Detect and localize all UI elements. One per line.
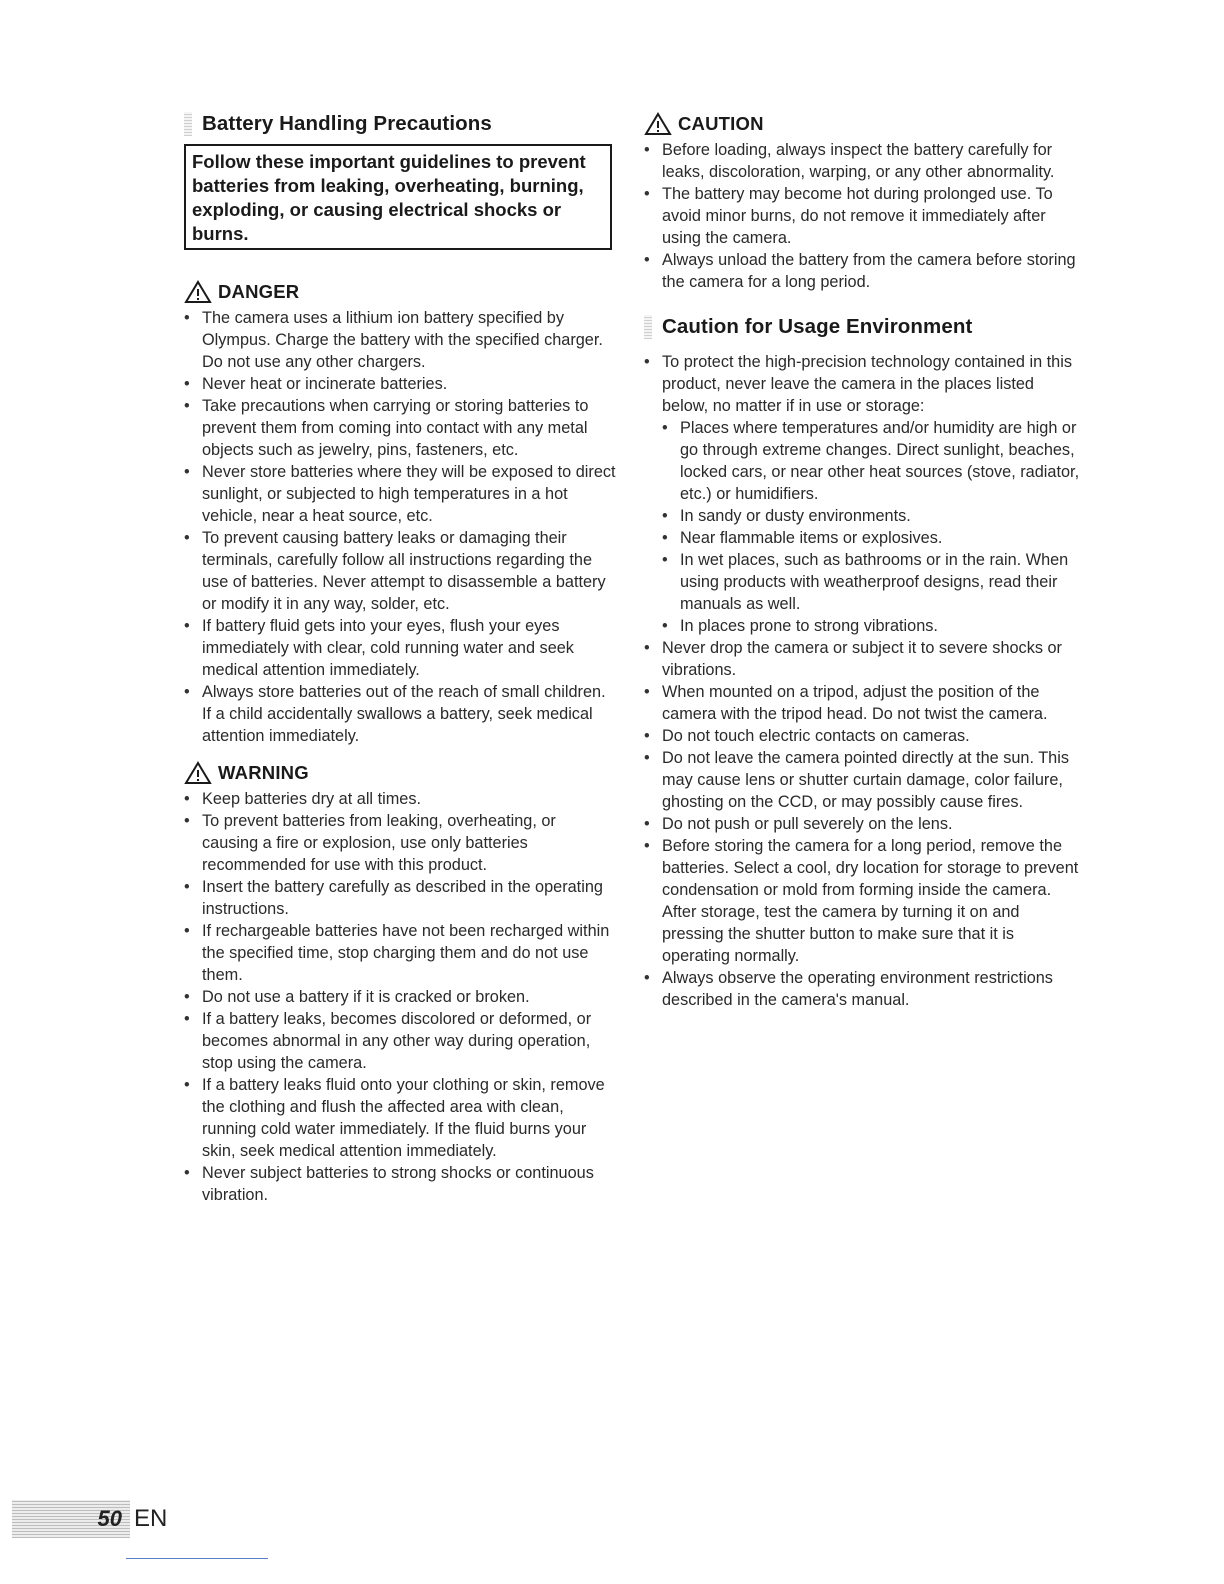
danger-list: [184, 307, 616, 747]
caution-heading-text: CAUTION: [678, 113, 764, 134]
usage-section-title: [644, 315, 1084, 339]
bottom-rule: [126, 1558, 268, 1559]
list-item: • Take precautions when carrying or storing batteries to prevent them from coming into contact with any metal objects such as jewelry, pins, fasteners, etc.: [184, 395, 616, 461]
list-item: • Always unload the battery from the camera before storing the camera for a long period.: [644, 249, 1084, 293]
list-item: • Insert the battery carefully as described in the operating instructions.: [184, 876, 616, 920]
list-item: • In sandy or dusty environments.: [662, 505, 1084, 527]
list-item: • Never heat or incinerate batteries.: [184, 373, 616, 395]
danger-heading-text: DANGER: [218, 281, 300, 302]
list-item: • Do not use a battery if it is cracked or broken.: [184, 986, 616, 1008]
warning-triangle-icon: [184, 761, 212, 785]
page-number: 50: [97, 1506, 122, 1531]
list-item: • To prevent causing battery leaks or damaging their terminals, carefully follow all instructions regarding the use of batteries. Never attempt to disassemble a battery or modify it in any way, solder, etc.: [184, 527, 616, 615]
list-item: • In wet places, such as bathrooms or in the rain. When using products with weatherproof designs, read their manuals as well.: [662, 549, 1084, 615]
list-item: • Always observe the operating environment restrictions described in the camera's manual.: [644, 967, 1084, 1011]
language-code: EN: [134, 1505, 168, 1532]
list-item: • If rechargeable batteries have not been recharged within the specified time, stop charging them and do not use them.: [184, 920, 616, 986]
list-item: • To prevent batteries from leaking, overheating, or causing a fire or explosion, use only batteries recommended for use with this product.: [184, 810, 616, 876]
list-item: • Do not touch electric contacts on cameras.: [644, 725, 1084, 747]
danger-heading: [184, 280, 616, 304]
list-item: • If a battery leaks, becomes discolored or deformed, or becomes abnormal in any other way during operation, stop using the camera.: [184, 1008, 616, 1074]
list-item: • The battery may become hot during prolonged use. To avoid minor burns, do not remove it immediately after using the camera.: [644, 183, 1084, 249]
list-item: • The camera uses a lithium ion battery specified by Olympus. Charge the battery with the specified charger. Do not use any other chargers.: [184, 307, 616, 373]
left-column: [184, 112, 616, 1206]
list-item: [644, 351, 1084, 637]
usage-section-title-text: Caution for Usage Environment: [662, 315, 973, 338]
list-item: • Always store batteries out of the reach of small children. If a child accidentally swallows a battery, seek medical attention immediately.: [184, 681, 616, 747]
list-item: • Do not push or pull severely on the lens.: [644, 813, 1084, 835]
guideline-box: Follow these important guidelines to prevent batteries from leaking, overheating, burning, exploding, or causing electrical shocks or burns.: [184, 144, 612, 250]
list-item: • If battery fluid gets into your eyes, flush your eyes immediately with clear, cold running water and seek medical attention immediately.: [184, 615, 616, 681]
list-item: • Keep batteries dry at all times.: [184, 788, 616, 810]
warning-triangle-icon: [644, 112, 672, 136]
list-item: • In places prone to strong vibrations.: [662, 615, 1084, 637]
list-item: • Near flammable items or explosives.: [662, 527, 1084, 549]
section-marker-icon: [644, 315, 652, 339]
list-item: • Never store batteries where they will be exposed to direct sunlight, or subjected to high temperatures in a hot vehicle, near a heat source, etc.: [184, 461, 616, 527]
list-item: • If a battery leaks fluid onto your clothing or skin, remove the clothing and flush the affected area with clean, running cold water immediately. If the fluid burns your skin, seek medical attention immediately.: [184, 1074, 616, 1162]
warning-heading-text: WARNING: [218, 762, 309, 783]
list-item: • Never subject batteries to strong shocks or continuous vibration.: [184, 1162, 616, 1206]
right-column: [644, 112, 1084, 1011]
list-item: • Do not leave the camera pointed directly at the sun. This may cause lens or shutter curtain damage, color failure, ghosting on the CCD, or may possibly cause fires.: [644, 747, 1084, 813]
warning-heading: [184, 761, 616, 785]
places-list: [662, 417, 1084, 637]
list-item: • Before loading, always inspect the battery carefully for leaks, discoloration, warping, or any other abnormality.: [644, 139, 1084, 183]
battery-section-title-text: Battery Handling Precautions: [202, 112, 492, 135]
warning-list: [184, 788, 616, 1206]
battery-section-title: [184, 112, 616, 136]
list-item: • Places where temperatures and/or humidity are high or go through extreme changes. Direct sunlight, beaches, locked cars, or near other heat sources (stove, radiator, etc.) or humidifiers.: [662, 417, 1084, 505]
usage-intro-text: To protect the high-precision technology contained in this product, never leave the camera in the places listed below, no matter if in use or storage:: [662, 353, 1072, 415]
page-number-tab: [12, 1500, 130, 1538]
list-item: • When mounted on a tripod, adjust the position of the camera with the tripod head. Do not twist the camera.: [644, 681, 1084, 725]
caution-list: [644, 139, 1084, 293]
caution-heading: [644, 112, 1084, 136]
list-item: • Before storing the camera for a long period, remove the batteries. Select a cool, dry location for storage to prevent condensation or mold from forming inside the camera. After storage, test the camera by turning it on and pressing the shutter button to make sure that it is operating normally.: [644, 835, 1084, 967]
section-marker-icon: [184, 112, 192, 136]
usage-list: [644, 351, 1084, 1011]
warning-triangle-icon: [184, 280, 212, 304]
list-item: • Never drop the camera or subject it to severe shocks or vibrations.: [644, 637, 1084, 681]
